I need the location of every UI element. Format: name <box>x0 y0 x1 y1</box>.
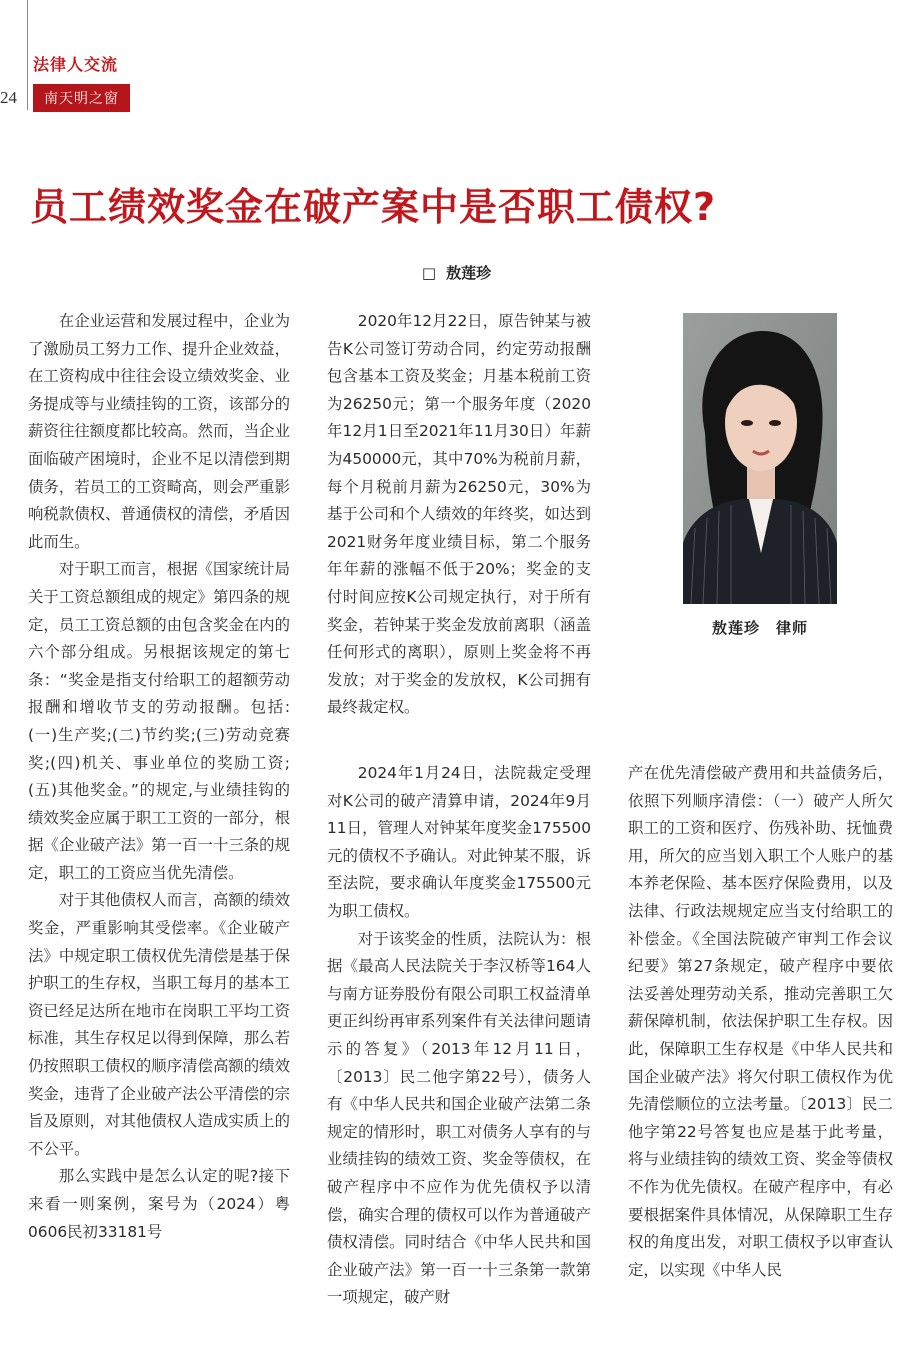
body-column-2-top <box>327 308 591 722</box>
author-photo <box>683 313 837 604</box>
byline-box-icon: □ <box>421 264 437 282</box>
body-column-1 <box>28 308 290 1246</box>
column-tag: 法律人交流 <box>33 55 119 74</box>
body-column-2-bottom <box>327 760 591 1312</box>
portrait-image <box>683 313 837 604</box>
paragraph: 对于该奖金的性质，法院认为：根据《最高人民法院关于李汉桥等164人与南方证券股份有限公司职工权益清单更正纠纷再审系列案件有关法律问题请示的答复》（2013年12月11日，〔2013〕民二他字第22号），债务人有《中华人民共和国企业破产法第二条规定的情形时，职工对债务人享有的与业绩挂钩的绩效工资、奖金等债权，在破产程序中不应作为优先债权予以清偿，确实合理的债权可以作为普通破产债权清偿。同时结合《中华人民共和国企业破产法》第一百一十三条第一款第一项规定，破产财 <box>327 929 591 1307</box>
paragraph: 那么实践中是怎么认定的呢?接下来看一则案例，案号为（2024）粤0606民初33181号 <box>28 1167 290 1241</box>
paragraph: 在企业运营和发展过程中，企业为了激励员工努力工作、提升企业效益，在工资构成中往往会设立绩效奖金、业务提成等与业绩挂钩的工资，该部分的薪资往往额度都比较高。然而，当企业面临破产困境时，企业不足以清偿到期债务，若员工的工资畸高，则会严重影响税款债权、普通债权的清偿，矛盾因此而生。 <box>28 312 290 551</box>
author-name: 敖莲珍 <box>446 264 492 282</box>
byline <box>0 262 913 283</box>
column-subtag: 南天明之窗 <box>33 84 130 112</box>
page-number: 24 <box>0 88 17 107</box>
paragraph: 对于职工而言，根据《国家统计局关于工资总额组成的规定》第四条的规定，员工工资总额的由包含奖金在内的六个部分组成。另根据该规定的第七条：“奖金是指支付给职工的超额劳动报酬和增收节支的劳动报酬。包括:(一)生产奖;(二)节约奖;(三)劳动竞赛奖;(四)机关、事业单位的奖励工资;(五)其他奖金。”的规定,与业绩挂钩的绩效奖金应属于职工工资的一部分，根据《企业破产法》第一百一十三条的规定，职工的工资应当优先清偿。 <box>28 560 290 882</box>
paragraph: 对于其他债权人而言，高额的绩效奖金，严重影响其受偿率。《企业破产法》中规定职工债权优先清偿是基于保护职工的生存权，当职工每月的基本工资已经足达所在地市在岗职工平均工资标准，其生存权足以得到保障，那么若仍按照职工债权的顺序清偿高额的绩效奖金，违背了企业破产法公平清偿的宗旨及原则，对其他债权人造成实质上的不公平。 <box>28 891 290 1158</box>
photo-caption: 敖莲珍 律师 <box>711 619 808 637</box>
paragraph: 2024年1月24日，法院裁定受理对K公司的破产清算申请，2024年9月11日，管理人对钟某年度奖金175500元的债权不予确认。对此钟某不服，诉至法院，要求确认年度奖金175500元为职工债权。 <box>327 764 591 920</box>
header-divider-line <box>27 0 28 110</box>
body-column-3 <box>628 760 893 1284</box>
paragraph: 2020年12月22日，原告钟某与被告K公司签订劳动合同，约定劳动报酬包含基本工资及奖金；月基本税前工资为26250元；第一个服务年度（2020年12月1日至2021年11月30日）年薪为450000元，其中70%为税前月薪，每个月税前月薪为26250元，30%为基于公司和个人绩效的年终奖，如达到2021财务年度业绩目标，第二个服务年年薪的涨幅不低于20%；奖金的支付时间应按K公司规定执行，对于所有奖金，若钟某于奖金发放前离职（涵盖任何形式的离职），原则上奖金将不再发放；对于奖金的发放权，K公司拥有最终裁定权。 <box>327 312 591 717</box>
paragraph: 产在优先清偿破产费用和共益债务后，依照下列顺序清偿：（一）破产人所欠职工的工资和医疗、伤残补助、抚恤费用，所欠的应当划入职工个人账户的基本养老保险、基本医疗保险费用，以及法律、行政法规规定应当支付给职工的补偿金。《全国法院破产审判工作会议纪要》第27条规定，破产程序中要依法妥善处理劳动关系，推动完善职工欠薪保障机制，依法保护职工生存权。因此，保障职工生存权是《中华人民共和国企业破产法》将欠付职工债权作为优先清偿顺位的立法考量。〔2013〕民二他字第22号答复也应是基于此考量，将与业绩挂钩的绩效工资、奖金等债权不作为优先债权。在破产程序中，有必要根据案件具体情况，从保障职工生存权的角度出发，对职工债权予以审查认定，以实现《中华人民 <box>628 764 893 1279</box>
article-title: 员工绩效奖金在破产案中是否职工债权? <box>30 185 717 229</box>
